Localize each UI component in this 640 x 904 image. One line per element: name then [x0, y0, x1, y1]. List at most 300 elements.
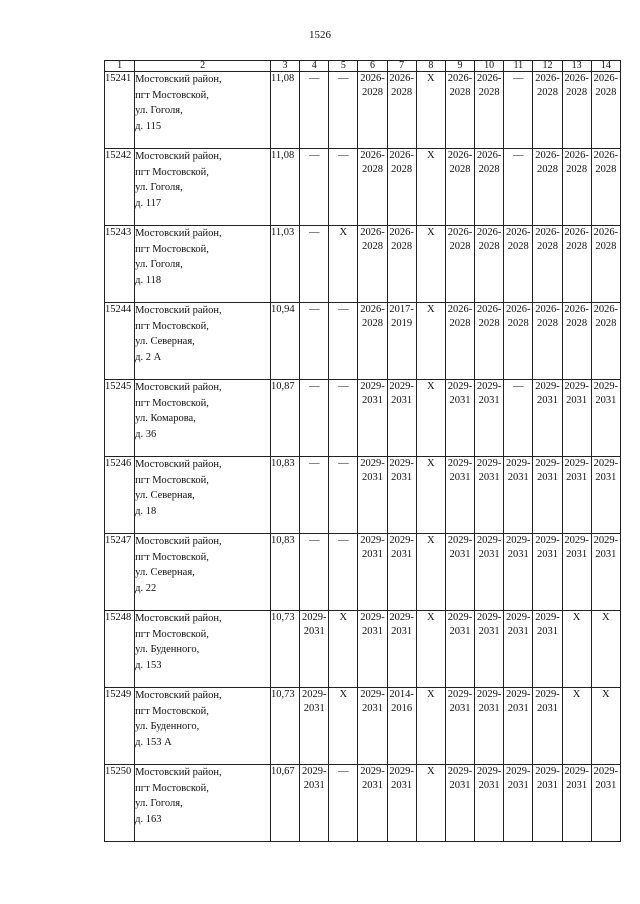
period-cell-text: 2029- 2031 [535, 381, 560, 406]
column-header: 3 [270, 61, 299, 72]
period-cell-text: X [427, 304, 435, 315]
period-cell [591, 303, 620, 380]
period-cell-text: 2029- 2031 [360, 458, 385, 483]
row-id-cell-text: 15247 [105, 535, 132, 546]
address-cell [135, 226, 271, 303]
period-cell [387, 688, 416, 765]
header-row [105, 61, 621, 72]
value-cell-text: 11,03 [270, 227, 295, 238]
period-cell-text: 2026- 2028 [564, 73, 589, 98]
period-cell-text: 2029- 2031 [535, 689, 560, 714]
period-cell-text: — [338, 150, 349, 161]
period-cell-text: 2029- 2031 [564, 535, 589, 560]
period-cell [591, 611, 620, 688]
period-cell-text: 2026- 2028 [564, 150, 589, 175]
period-cell [562, 303, 591, 380]
period-cell [416, 303, 445, 380]
period-cell-text: 2026- 2028 [593, 227, 619, 252]
period-cell [300, 72, 329, 149]
period-cell-text: 2029- 2031 [360, 766, 385, 791]
period-cell [329, 72, 358, 149]
table-row [105, 303, 621, 380]
period-cell-text: 2029- 2031 [593, 535, 619, 560]
row-id-cell [105, 226, 135, 303]
period-cell-text: 2026- 2028 [476, 150, 502, 175]
period-cell [358, 303, 387, 380]
value-cell [270, 534, 299, 611]
period-cell-text: 2029- 2031 [447, 381, 473, 406]
period-cell-text: 2026- 2028 [389, 150, 414, 175]
period-cell-text: 2029- 2031 [301, 612, 327, 637]
period-cell-text: X [602, 689, 610, 700]
period-cell [358, 534, 387, 611]
period-cell [445, 534, 474, 611]
column-header: 7 [387, 61, 416, 72]
address-cell-text: Мостовский район, пгт Мостовской, ул. Гоголя, д. 118 [135, 228, 222, 286]
address-cell [135, 765, 271, 842]
period-cell-text: 2029- 2031 [535, 458, 560, 483]
value-cell [270, 226, 299, 303]
period-cell-text: — [338, 766, 349, 777]
period-cell [504, 72, 533, 149]
row-id-cell [105, 303, 135, 380]
period-cell-text: 2029- 2031 [506, 458, 531, 483]
period-cell [300, 149, 329, 226]
column-header: 9 [445, 61, 474, 72]
period-cell-text: 2029- 2031 [593, 766, 619, 791]
value-cell-text: 10,73 [270, 689, 295, 700]
period-cell-text: 2029- 2031 [564, 458, 589, 483]
period-cell-text: X [427, 612, 435, 623]
period-cell-text: X [602, 612, 610, 623]
period-cell [387, 303, 416, 380]
column-header: 4 [300, 61, 329, 72]
period-cell-text: 2029- 2031 [593, 381, 619, 406]
period-cell-text: 2029- 2031 [301, 689, 327, 714]
address-cell-text: Мостовский район, пгт Мостовской, ул. Северная, д. 18 [135, 459, 222, 517]
period-cell [358, 457, 387, 534]
period-cell-text: 2014- 2016 [389, 689, 414, 714]
period-cell [300, 765, 329, 842]
period-cell [562, 611, 591, 688]
period-cell [445, 72, 474, 149]
period-cell [504, 765, 533, 842]
period-cell-text: — [338, 304, 349, 315]
period-cell [591, 688, 620, 765]
period-cell-text: 2029- 2031 [476, 612, 502, 637]
row-id-cell-text: 15248 [105, 612, 132, 623]
period-cell [300, 457, 329, 534]
value-cell [270, 611, 299, 688]
address-cell-text: Мостовский район, пгт Мостовской, ул. Северная, д. 2 А [135, 305, 222, 363]
period-cell-text: 2026- 2028 [447, 73, 473, 98]
period-cell [387, 380, 416, 457]
period-cell-text: — [513, 73, 524, 84]
period-cell-text: X [427, 73, 435, 84]
period-cell [387, 72, 416, 149]
period-cell [416, 611, 445, 688]
period-cell-text: 2029- 2031 [389, 612, 414, 637]
period-cell-text: 2026- 2028 [447, 227, 473, 252]
address-cell [135, 380, 271, 457]
address-cell-text: Мостовский район, пгт Мостовской, ул. Гоголя, д. 115 [135, 74, 222, 132]
address-cell [135, 534, 271, 611]
address-cell [135, 611, 271, 688]
period-cell-text: 2026- 2028 [506, 304, 531, 329]
period-cell-text: 2029- 2031 [535, 612, 560, 637]
period-cell-text: X [427, 535, 435, 546]
period-cell [445, 303, 474, 380]
column-header: 12 [533, 61, 562, 72]
period-cell [329, 303, 358, 380]
period-cell-text: 2029- 2031 [506, 689, 531, 714]
period-cell [562, 688, 591, 765]
period-cell [329, 534, 358, 611]
period-cell-text: 2026- 2028 [535, 227, 560, 252]
period-cell-text: 2029- 2031 [447, 458, 473, 483]
period-cell-text: 2029- 2031 [447, 766, 473, 791]
period-cell [475, 534, 504, 611]
value-cell-text: 10,94 [270, 304, 295, 315]
period-cell [591, 149, 620, 226]
period-cell-text: 2029- 2031 [476, 689, 502, 714]
period-cell [358, 611, 387, 688]
period-cell [533, 380, 562, 457]
period-cell [533, 226, 562, 303]
period-cell [416, 380, 445, 457]
table-row [105, 380, 621, 457]
period-cell [533, 611, 562, 688]
period-cell [475, 303, 504, 380]
period-cell-text: — [338, 381, 349, 392]
period-cell [562, 149, 591, 226]
period-cell [591, 534, 620, 611]
value-cell-text: 10,73 [270, 612, 295, 623]
period-cell-text: 2017- 2019 [389, 304, 414, 329]
period-cell [300, 303, 329, 380]
period-cell [358, 688, 387, 765]
period-cell-text: 2029- 2031 [476, 381, 502, 406]
period-cell-text: — [308, 535, 320, 546]
period-cell-text: — [308, 227, 320, 238]
period-cell-text: 2029- 2031 [389, 766, 414, 791]
period-cell [562, 72, 591, 149]
row-id-cell [105, 688, 135, 765]
period-cell-text: 2026- 2028 [476, 227, 502, 252]
period-cell-text: 2029- 2031 [447, 612, 473, 637]
period-cell [300, 611, 329, 688]
period-cell [387, 534, 416, 611]
period-cell [475, 457, 504, 534]
address-cell [135, 303, 271, 380]
address-cell [135, 457, 271, 534]
period-cell [416, 688, 445, 765]
row-id-cell-text: 15249 [105, 689, 132, 700]
row-id-cell [105, 380, 135, 457]
period-cell [504, 380, 533, 457]
row-id-cell-text: 15250 [105, 766, 132, 777]
period-cell-text: 2026- 2028 [593, 73, 619, 98]
period-cell-text: 2026- 2028 [476, 304, 502, 329]
period-cell-text: 2029- 2031 [360, 535, 385, 560]
value-cell [270, 765, 299, 842]
period-cell-text: — [338, 458, 349, 469]
table-row [105, 688, 621, 765]
row-id-cell-text: 15243 [105, 227, 132, 238]
period-cell [358, 765, 387, 842]
address-cell-text: Мостовский район, пгт Мостовской, ул. Буденного, д. 153 [135, 613, 222, 671]
period-cell-text: X [427, 689, 435, 700]
value-cell [270, 149, 299, 226]
row-id-cell [105, 457, 135, 534]
period-cell [591, 457, 620, 534]
period-cell [533, 72, 562, 149]
column-header: 10 [475, 61, 504, 72]
period-cell [329, 457, 358, 534]
period-cell-text: 2026- 2028 [447, 304, 473, 329]
row-id-cell-text: 15246 [105, 458, 132, 469]
period-cell [445, 457, 474, 534]
period-cell [300, 226, 329, 303]
period-cell [504, 149, 533, 226]
value-cell-text: 10,83 [270, 535, 295, 546]
period-cell [445, 611, 474, 688]
period-cell [329, 611, 358, 688]
period-cell-text: — [513, 381, 524, 392]
address-cell-text: Мостовский район, пгт Мостовской, ул. Комарова, д. 36 [135, 382, 222, 440]
period-cell-text: X [427, 381, 435, 392]
period-cell-text: 2029- 2031 [301, 766, 327, 791]
period-cell [562, 226, 591, 303]
period-cell-text: 2029- 2031 [593, 458, 619, 483]
table-row [105, 611, 621, 688]
period-cell [533, 688, 562, 765]
period-cell [504, 303, 533, 380]
value-cell-text: 11,08 [270, 150, 295, 161]
address-cell-text: Мостовский район, пгт Мостовской, ул. Гоголя, д. 163 [135, 767, 222, 825]
period-cell-text: 2026- 2028 [389, 227, 414, 252]
table-row [105, 765, 621, 842]
period-cell-text: 2026- 2028 [360, 227, 385, 252]
period-cell-text: 2026- 2028 [535, 73, 560, 98]
period-cell-text: 2026- 2028 [506, 227, 531, 252]
period-cell [445, 688, 474, 765]
value-cell-text: 10,87 [270, 381, 295, 392]
period-cell [562, 534, 591, 611]
period-cell [504, 457, 533, 534]
period-cell [591, 72, 620, 149]
period-cell-text: 2029- 2031 [535, 766, 560, 791]
period-cell-text: 2026- 2028 [360, 304, 385, 329]
period-cell [533, 457, 562, 534]
period-cell-text: — [338, 535, 349, 546]
value-cell-text: 10,67 [270, 766, 295, 777]
period-cell [504, 688, 533, 765]
period-cell-text: 2029- 2031 [476, 766, 502, 791]
period-cell [329, 688, 358, 765]
period-cell-text: X [427, 150, 435, 161]
period-cell [504, 611, 533, 688]
period-cell [300, 380, 329, 457]
row-id-cell [105, 534, 135, 611]
period-cell-text: 2029- 2031 [476, 458, 502, 483]
period-cell-text: — [308, 304, 320, 315]
period-cell [416, 534, 445, 611]
period-cell-text: 2029- 2031 [535, 535, 560, 560]
address-cell-text: Мостовский район, пгт Мостовской, ул. Гоголя, д. 117 [135, 151, 222, 209]
period-cell [445, 380, 474, 457]
address-cell [135, 149, 271, 226]
period-cell-text: X [339, 689, 348, 700]
value-cell [270, 457, 299, 534]
page-number: 1526 [309, 29, 331, 41]
register-table [104, 60, 621, 842]
period-cell [416, 457, 445, 534]
period-cell [416, 226, 445, 303]
address-cell [135, 688, 271, 765]
period-cell [416, 765, 445, 842]
table-row [105, 534, 621, 611]
period-cell [445, 149, 474, 226]
period-cell-text: X [427, 227, 435, 238]
period-cell [533, 149, 562, 226]
row-id-cell [105, 72, 135, 149]
address-cell-text: Мостовский район, пгт Мостовской, ул. Северная, д. 22 [135, 536, 222, 594]
period-cell-text: 2026- 2028 [360, 150, 385, 175]
period-cell-text: 2026- 2028 [447, 150, 473, 175]
period-cell [358, 72, 387, 149]
period-cell [358, 149, 387, 226]
period-cell-text: 2026- 2028 [564, 304, 589, 329]
period-cell [445, 226, 474, 303]
period-cell [475, 72, 504, 149]
period-cell-text: — [513, 150, 524, 161]
period-cell [591, 226, 620, 303]
period-cell-text: 2029- 2031 [389, 535, 414, 560]
column-header: 14 [591, 61, 620, 72]
period-cell-text: 2026- 2028 [535, 304, 560, 329]
period-cell [387, 149, 416, 226]
period-cell [387, 611, 416, 688]
period-cell [475, 226, 504, 303]
row-id-cell-text: 15242 [105, 150, 132, 161]
value-cell [270, 303, 299, 380]
period-cell-text: 2026- 2028 [535, 150, 560, 175]
row-id-cell-text: 15241 [105, 73, 132, 84]
period-cell-text: 2026- 2028 [564, 227, 589, 252]
period-cell-text: 2029- 2031 [506, 612, 531, 637]
period-cell-text: — [308, 458, 320, 469]
period-cell-text: 2029- 2031 [506, 766, 531, 791]
row-id-cell [105, 765, 135, 842]
period-cell [591, 380, 620, 457]
period-cell [562, 380, 591, 457]
period-cell [475, 380, 504, 457]
row-id-cell-text: 15244 [105, 304, 132, 315]
period-cell [387, 226, 416, 303]
table-row [105, 226, 621, 303]
period-cell [358, 380, 387, 457]
period-cell [475, 688, 504, 765]
column-header: 1 [105, 61, 135, 72]
column-header: 6 [358, 61, 387, 72]
column-header: 13 [562, 61, 591, 72]
period-cell [416, 149, 445, 226]
value-cell-text: 11,08 [270, 73, 295, 84]
period-cell [475, 765, 504, 842]
period-cell-text: 2029- 2031 [360, 689, 385, 714]
row-id-cell [105, 149, 135, 226]
period-cell-text: X [572, 612, 581, 623]
period-cell [300, 534, 329, 611]
period-cell [387, 765, 416, 842]
period-cell [591, 765, 620, 842]
period-cell [300, 688, 329, 765]
period-cell-text: 2029- 2031 [564, 766, 589, 791]
period-cell-text: 2026- 2028 [593, 150, 619, 175]
period-cell-text: 2026- 2028 [476, 73, 502, 98]
period-cell-text: 2029- 2031 [360, 381, 385, 406]
period-cell-text: — [308, 150, 320, 161]
period-cell [358, 226, 387, 303]
table-row [105, 457, 621, 534]
table-body [105, 72, 621, 842]
column-header: 11 [504, 61, 533, 72]
address-cell [135, 72, 271, 149]
period-cell-text: 2029- 2031 [476, 535, 502, 560]
period-cell-text: 2026- 2028 [360, 73, 385, 98]
value-cell-text: 10,83 [270, 458, 295, 469]
period-cell-text: 2029- 2031 [447, 689, 473, 714]
period-cell-text: X [339, 227, 348, 238]
period-cell [533, 303, 562, 380]
period-cell [329, 226, 358, 303]
table-row [105, 149, 621, 226]
period-cell [504, 226, 533, 303]
period-cell-text: 2029- 2031 [447, 535, 473, 560]
period-cell-text: X [339, 612, 348, 623]
period-cell [329, 380, 358, 457]
period-cell [475, 611, 504, 688]
period-cell-text: X [427, 766, 435, 777]
period-cell-text: — [338, 73, 349, 84]
period-cell-text: 2026- 2028 [593, 304, 619, 329]
period-cell [416, 72, 445, 149]
period-cell-text: 2029- 2031 [564, 381, 589, 406]
row-id-cell-text: 15245 [105, 381, 132, 392]
column-header: 5 [329, 61, 358, 72]
period-cell-text: X [427, 458, 435, 469]
value-cell [270, 380, 299, 457]
period-cell-text: — [308, 381, 320, 392]
row-id-cell [105, 611, 135, 688]
period-cell [387, 457, 416, 534]
address-cell-text: Мостовский район, пгт Мостовской, ул. Буденного, д. 153 А [135, 690, 222, 748]
value-cell [270, 688, 299, 765]
value-cell [270, 72, 299, 149]
period-cell [562, 765, 591, 842]
period-cell [329, 765, 358, 842]
period-cell [533, 765, 562, 842]
period-cell [329, 149, 358, 226]
column-header: 2 [135, 61, 271, 72]
period-cell [504, 534, 533, 611]
period-cell [533, 534, 562, 611]
period-cell-text: 2026- 2028 [389, 73, 414, 98]
period-cell [562, 457, 591, 534]
period-cell-text: 2029- 2031 [506, 535, 531, 560]
period-cell-text: — [308, 73, 320, 84]
